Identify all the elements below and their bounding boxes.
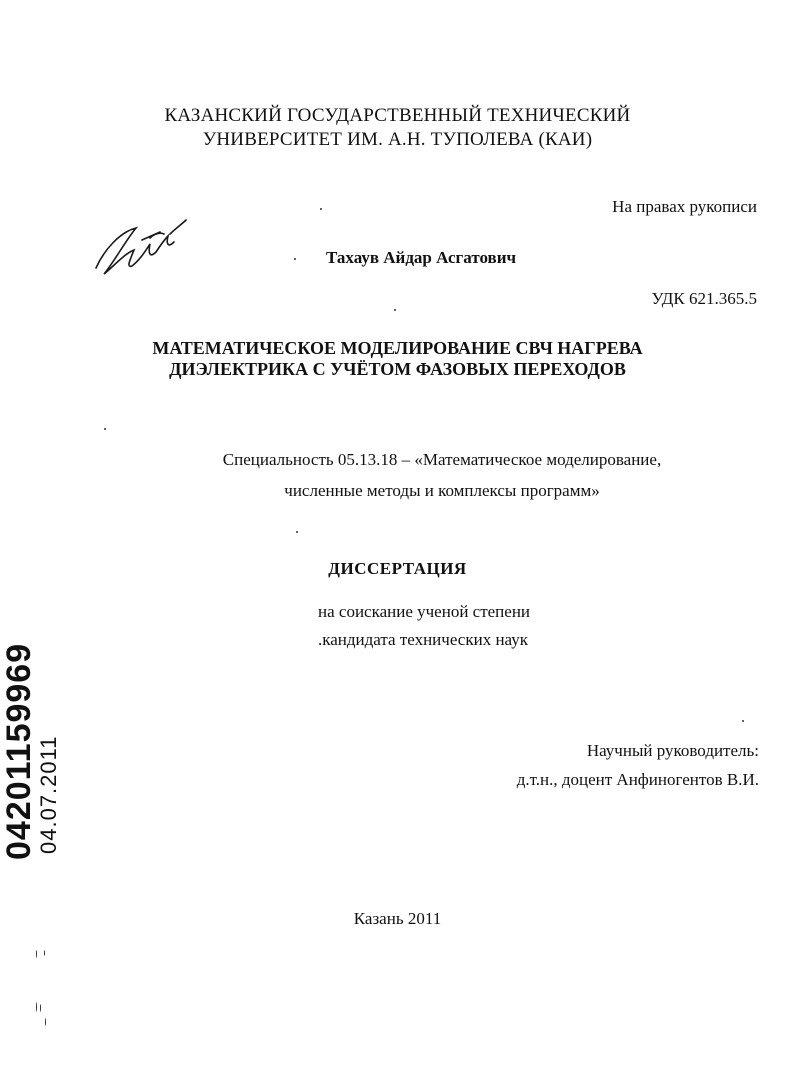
degree-line-2: .кандидата технических наук (318, 630, 528, 649)
supervisor-block (517, 736, 759, 794)
scan-speck (45, 1018, 46, 1026)
title-line-1: МАТЕМАТИЧЕСКОЕ МОДЕЛИРОВАНИЕ СВЧ НАГРЕВА (152, 338, 643, 358)
stamp-number: 04201159969 (0, 642, 38, 860)
scan-speck (320, 208, 322, 210)
scan-speck (296, 531, 298, 533)
dissertation-title (0, 338, 795, 380)
university-name (0, 104, 795, 152)
title-line-2: ДИЭЛЕКТРИКА С УЧЁТОМ ФАЗОВЫХ ПЕРЕХОДОВ (169, 359, 626, 379)
university-line-2: УНИВЕРСИТЕТ ИМ. А.Н. ТУПОЛЕВА (КАИ) (202, 129, 593, 150)
udk-code: УДК 621.365.5 (651, 289, 757, 308)
handwritten-signature (90, 210, 190, 285)
scan-speck (742, 720, 744, 722)
specialty-line-2: численные методы и комплексы программ» (284, 481, 600, 500)
city-year: Казань 2011 (353, 909, 442, 928)
specialty-line-1: Специальность 05.13.18 – «Математическое моделирование, (222, 450, 662, 469)
supervisor-label: Научный руководитель: (586, 741, 759, 760)
stamp-date: 04.07.2011 (36, 735, 61, 854)
library-stamp (2, 643, 62, 860)
supervisor-name: д.т.н., доцент Анфиногентов В.И. (516, 770, 759, 789)
scan-speck (104, 428, 106, 430)
scan-speck (40, 1004, 41, 1012)
university-line-1: КАЗАНСКИЙ ГОСУДАРСТВЕННЫЙ ТЕХНИЧЕСКИЙ (164, 105, 631, 126)
scan-speck (294, 258, 296, 260)
degree-line-1: на соискание ученой степени (318, 602, 531, 621)
scan-speck (394, 309, 396, 311)
scan-speck (36, 1002, 37, 1012)
document-kind: ДИССЕРТАЦИЯ (328, 559, 467, 578)
rights-note: На правах рукописи (612, 197, 757, 216)
scan-speck (36, 950, 37, 958)
scan-speck (44, 950, 45, 956)
specialty (192, 444, 692, 506)
author-name: Тахаув Айдар Асгатович (326, 248, 517, 267)
degree-sought (318, 598, 530, 654)
